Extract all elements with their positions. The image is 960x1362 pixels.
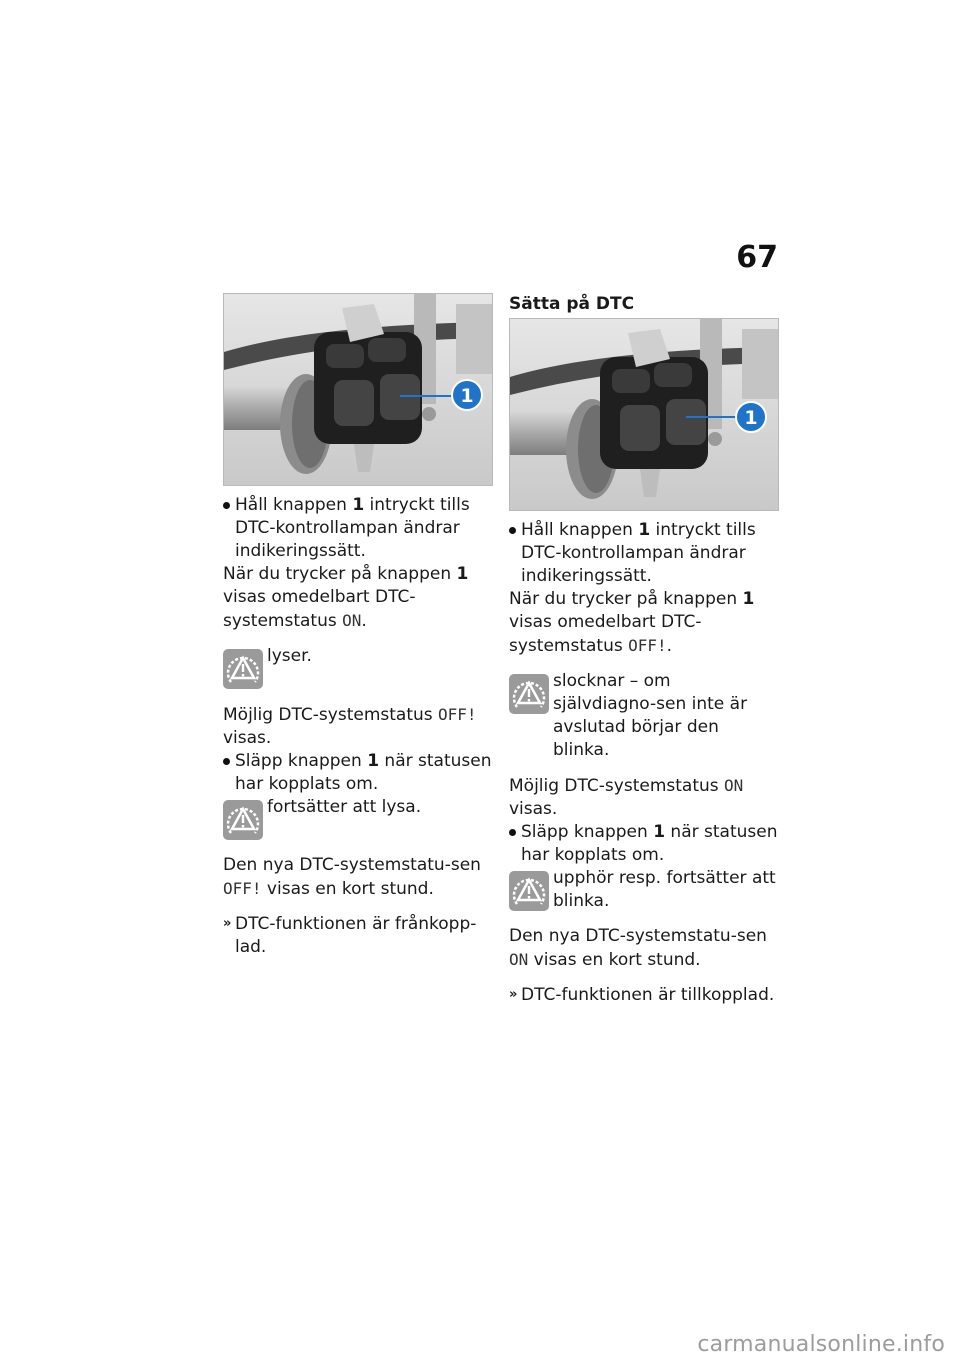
bullet-icon [509, 527, 516, 534]
paragraph-possible-status: Möjlig DTC-systemstatus ON visas. [509, 776, 744, 819]
paragraph-status-off: När du trycker på knappen 1 visas omedelbart DTC-systemstatus OFF!. [509, 589, 755, 656]
paragraph-possible-status: Möjlig DTC-systemstatus OFF! visas. [223, 705, 477, 748]
right-column [509, 293, 779, 1007]
bullet-icon [223, 758, 230, 765]
step-hold-button: Håll knappen 1 intryckt tills DTC-kontrollampan ändrar indikeringssätt. [509, 519, 779, 588]
result-arrow-icon: » [509, 987, 518, 1002]
left-column [223, 293, 493, 959]
paragraph-status-on: När du trycker på knappen 1 visas omedelbart DTC-systemstatus ON. [223, 564, 469, 631]
callout-label-left: 1 [460, 385, 474, 407]
section-heading: Sätta på DTC [509, 294, 635, 314]
lamp-note-2: upphör resp. fortsätter att blinka. [509, 867, 779, 913]
bullet-icon [223, 502, 230, 509]
watermark-link[interactable]: carmanualsonline.info [697, 1332, 945, 1357]
lamp-note-1: slocknar – om självdiagno-sen inte är avslutad börjar den blinka. [509, 670, 779, 762]
dtc-warning-icon [223, 649, 263, 689]
page-number: 67 [736, 240, 778, 275]
lamp-note-2: fortsätter att lysa. [223, 796, 493, 842]
paragraph-new-status: Den nya DTC-systemstatu-sen ON visas en kort stund. [509, 926, 767, 970]
lamp-note-1: lyser. [223, 645, 493, 691]
dtc-warning-icon [509, 871, 549, 911]
step-release-button: Släpp knappen 1 när statusen har kopplats om. [509, 821, 779, 867]
step-hold-button: Håll knappen 1 intryckt tills DTC-kontrollampan ändrar indikeringssätt. [223, 494, 493, 563]
paragraph-new-status: Den nya DTC-systemstatu-sen OFF! visas en kort stund. [223, 855, 481, 899]
result-dtc-on: » DTC-funktionen är tillkopplad. [509, 985, 775, 1005]
result-arrow-icon: » [223, 916, 232, 931]
result-dtc-off: » DTC-funktionen är frånkopp-lad. [223, 914, 477, 957]
dtc-warning-icon [509, 674, 549, 714]
handlebar-photo-right [509, 318, 779, 511]
step-release-button: Släpp knappen 1 när statusen har kopplats om. [223, 750, 493, 796]
bullet-icon [509, 829, 516, 836]
dtc-warning-icon [223, 800, 263, 840]
handlebar-photo-left [223, 293, 493, 486]
callout-label-right: 1 [744, 407, 758, 429]
